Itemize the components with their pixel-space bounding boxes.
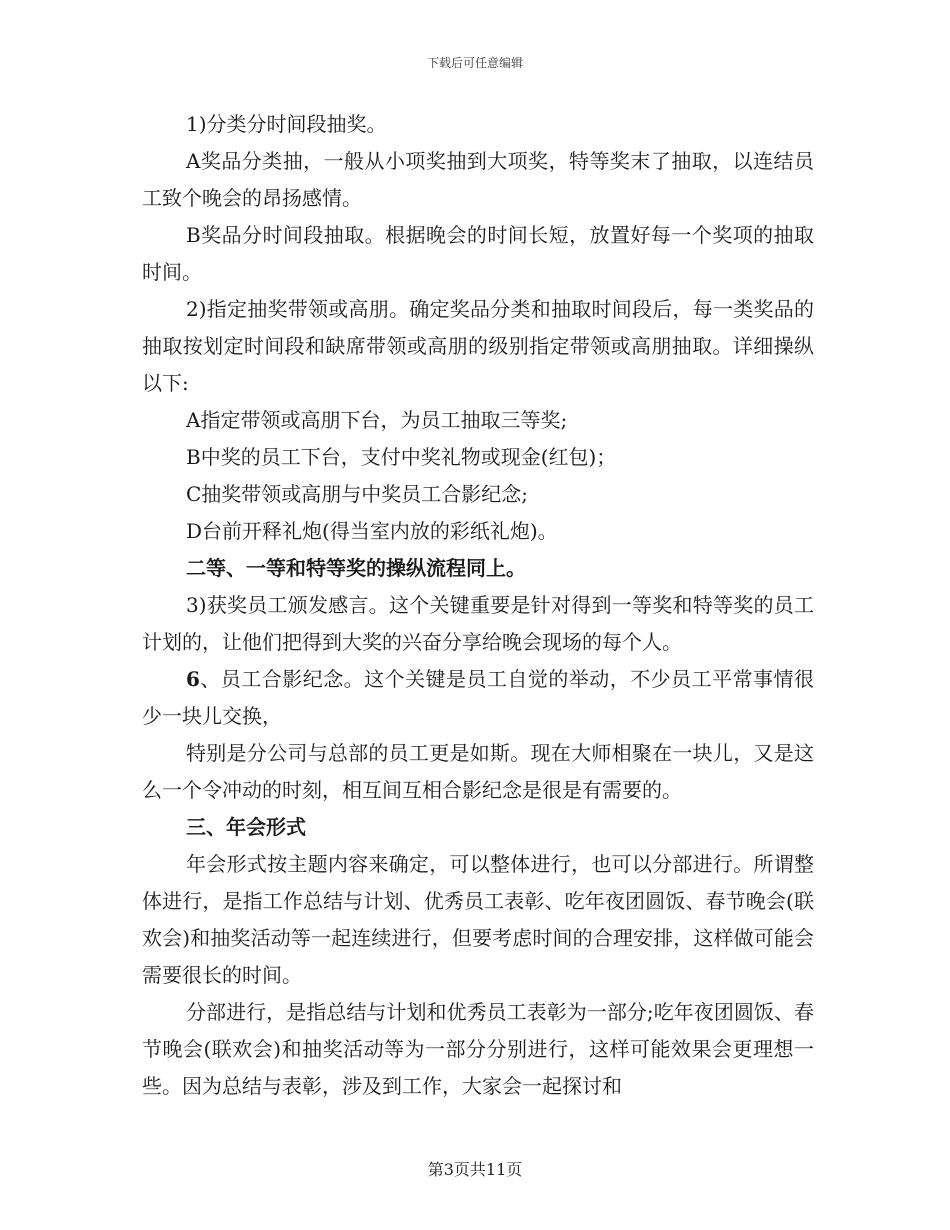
paragraph-4: 2)指定抽奖带领或高朋。确定奖品分类和抽取时间段后，每一类奖品的抽取按划定时间段和缺席带领或高朋的级别指定带领或高朋抽取。详细操纵以下: bbox=[142, 297, 814, 395]
paragraph-3: B奖品分时间段抽取。根据晚会的时间长短，放置好每一个奖项的抽取时间。 bbox=[142, 223, 814, 284]
page-footer: 第3页共11页 bbox=[427, 1160, 523, 1179]
document-body bbox=[142, 106, 814, 1105]
page-header: 下载后可任意编辑 bbox=[426, 56, 523, 70]
paragraph-10: 3)获奖员工颁发感言。这个关键重要是针对得到一等奖和特等奖的员工计划的，让他们把得到大奖的兴奋分享给晚会现场的每个人。 bbox=[142, 593, 814, 654]
paragraph-8: D台前开释礼炮(得当室内放的彩纸礼炮)。 bbox=[186, 519, 558, 543]
paragraph-1: 1)分类分时间段抽奖。 bbox=[186, 112, 387, 136]
paragraph-6: B中奖的员工下台，支付中奖礼物或现金(红包)； bbox=[186, 445, 617, 469]
paragraph-12: 特别是分公司与总部的员工更是如斯。现在大师相聚在一块儿，又是这么一个令冲动的时刻，相互间互相合影纪念是很是有需要的。 bbox=[142, 741, 814, 802]
paragraph-7: C抽奖带领或高朋与中奖员工合影纪念; bbox=[186, 482, 529, 506]
paragraph-2: A奖品分类抽，一般从小项奖抽到大项奖，特等奖末了抽取，以连结员工致个晚会的昂扬感情。 bbox=[142, 149, 814, 210]
section-heading-process: 二等、一等和特等奖的操纵流程同上。 bbox=[186, 556, 526, 580]
item-number: 6 bbox=[186, 667, 200, 691]
section-heading-format: 三、年会形式 bbox=[186, 815, 306, 839]
paragraph-14: 年会形式按主题内容来确定，可以整体进行，也可以分部进行。所谓整体进行，是指工作总结与计划、优秀员工表彰、吃年夜团圆饭、春节晚会(联欢会)和抽奖活动等一起连续进行，但要考虑时间的合理安排，这样做可能会需要很长的时间。 bbox=[142, 852, 814, 987]
paragraph-11 bbox=[142, 661, 814, 735]
paragraph-11-text: 、员工合影纪念。这个关键是员工自觉的举动，不少员工平常事情很少一块儿交换， bbox=[142, 667, 814, 728]
paragraph-5: A指定带领或高朋下台，为员工抽取三等奖; bbox=[186, 408, 568, 432]
paragraph-15: 分部进行，是指总结与计划和优秀员工表彰为一部分;吃年夜团圆饭、春节晚会(联欢会)和抽奖活动等为一部分分别进行，这样可能效果会更理想一些。因为总结与表彰，涉及到工作，大家会一起探讨和 bbox=[142, 1000, 814, 1098]
